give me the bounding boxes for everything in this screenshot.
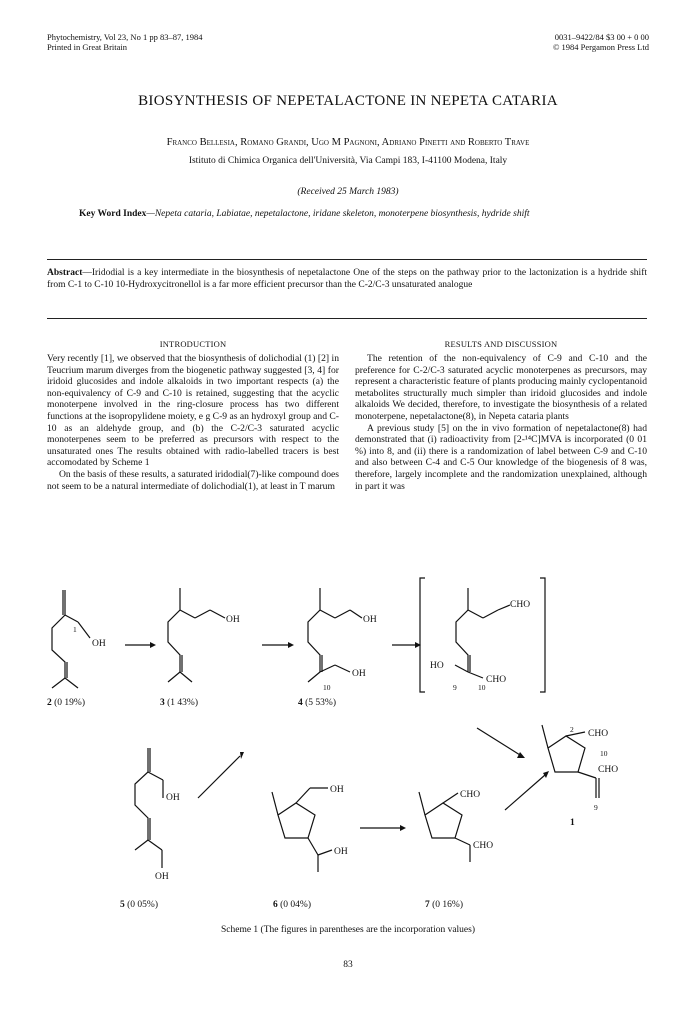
introduction-body xyxy=(47,353,339,492)
bracket-right xyxy=(540,578,545,692)
label-compound-5: 5 (0 05%) xyxy=(120,900,158,910)
bracket-cho-bottom: CHO xyxy=(486,675,507,685)
compound-6-oh-bottom: OH xyxy=(334,847,348,857)
compound-1-locant-10: 10 xyxy=(600,749,608,758)
abstract-label: Abstract xyxy=(47,268,83,278)
compound-7-cho-top: CHO xyxy=(460,790,481,800)
compound-5-oh-bottom: OH xyxy=(155,872,169,882)
compound-3-oh: OH xyxy=(226,615,240,625)
compound-1-cho-right: CHO xyxy=(598,765,619,775)
results-heading: RESULTS AND DISCUSSION xyxy=(444,339,558,349)
bracket-locant-9: 9 xyxy=(453,683,457,692)
compound-4-structure xyxy=(308,588,362,682)
keywords-text: —Nepeta cataria, Labiatae, nepetalactone, iridane skeleton, monoterpene biosynthesis, hydride shift xyxy=(146,209,530,219)
compound-6-oh-top: OH xyxy=(330,785,344,795)
arrow-to-1 xyxy=(477,728,520,755)
keywords xyxy=(79,209,629,221)
compound-7-structure xyxy=(419,792,470,862)
introduction-heading: INTRODUCTION xyxy=(159,339,227,349)
arrow-5-up xyxy=(198,756,240,798)
label-compound-1: 1 xyxy=(570,818,575,828)
bottom-rule xyxy=(47,318,647,319)
compound-3-structure xyxy=(168,588,225,682)
bracket-cho-top: CHO xyxy=(510,600,531,610)
affiliation: Istituto di Chimica Organica dell'Università, Via Campi 183, I-41100 Modena, Italy xyxy=(188,156,508,166)
compound-1-locant-9: 9 xyxy=(594,803,598,812)
compound-1-locant-2: 2 xyxy=(570,725,574,734)
compound-4-locant-10: 10 xyxy=(323,683,331,692)
keywords-label: Key Word Index xyxy=(79,209,147,219)
compound-5-oh-right: OH xyxy=(166,793,180,803)
copyright-line: © 1984 Pergamon Press Ltd xyxy=(552,42,649,52)
label-compound-2: 2 (0 19%) xyxy=(47,698,85,708)
article-title: BIOSYNTHESIS OF NEPETALACTONE IN NEPETA CATARIA xyxy=(138,93,558,109)
bracket-compound-structure xyxy=(455,588,510,678)
author-list: Franco Bellesia, Romano Grandi, Ugo M Pagnoni, Adriano Pinetti and Roberto Trave xyxy=(166,137,530,148)
introduction-para-2: On the basis of these results, a saturated iridodial(7)-like compound does not seem to be a natural intermediate of dolichodial(1), at least in T marum xyxy=(47,468,340,492)
label-compound-3: 3 (1 43%) xyxy=(160,698,198,708)
page-number: 83 xyxy=(343,960,353,970)
compound-4-oh-top: OH xyxy=(363,615,377,625)
results-para-2: A previous study [5] on the in vivo formation of nepetalactone(8) had demonstrated that (i) radioactivity from [2-¹⁴C]MVA is incorporated (0 01 %) into 8, and (ii) there is a randomization of label between C-9 and C-10 and also between C-4 and C-5 Our knowledge of the biogenesis of 8 was, therefore, largely incomplete and the randomization unexplained, although in part it was xyxy=(355,422,647,492)
compound-5-structure xyxy=(135,748,163,868)
compound-1-cho-top: CHO xyxy=(588,729,609,739)
label-compound-6: 6 (0 04%) xyxy=(273,900,311,910)
results-para-1: The retention of the non-equivalency of C-9 and C-10 and the preference for C-2/C-3 saturated acyclic monoterpenes as precursors, may represent a characteristic feature of plants producing mainly cyclopentanoid metabolites structurally much simpler than iridoid glucosides and indole alkaloids We decided, therefore, to investigate the biosynthesis of a related monoterpene, nepetalactone(8), in Nepeta cataria plants xyxy=(355,353,647,422)
compound-7-cho-bottom: CHO xyxy=(473,841,494,851)
top-rule xyxy=(47,259,647,260)
label-compound-7: 7 (0 16%) xyxy=(425,900,463,910)
bracket-ho: HO xyxy=(430,661,444,671)
abstract-text: —Iridodial is a key intermediate in the biosynthesis of nepetalactone One of the steps on the pathway prior to the lactonization is a hydride shift from C-1 to C-10 10-Hydroxycitronellol is a far more efficient precursor than the C-2/C-3 unsaturated analogue xyxy=(47,268,647,290)
compound-2-locant-1: 1 xyxy=(73,625,77,634)
abstract xyxy=(47,268,647,291)
scheme-1 xyxy=(0,560,696,920)
journal-line: Phytochemistry, Vol 23, No 1 pp 83–87, 1984 xyxy=(47,32,203,42)
introduction-para-1: Very recently [1], we observed that the biosynthesis of dolichodial (1) [2] in Teucrium marum diverges from the biogenetic pathway suggested [3, 4] for iridoid glucosides and indole alkaloids in two important respects (a) the non-equivalency of C-9 and C-10 is retained, suggesting that the acyclic monoterpene involved in the ring-closure process has two different functions at the isopropylidene moiety, e g C-9 as an hydroxyl group and C-10 as an aldehyde group, and (b) the C-2/C-3 saturated acyclic monoterpenes seem to be preferred as precursors with respect to the unsaturated ones The results obtained with radio-labelled tracers is best accomodated by Scheme 1 xyxy=(47,353,339,469)
compound-2-oh: OH xyxy=(92,639,106,649)
received-date: (Received 25 March 1983) xyxy=(297,187,399,197)
compound-6-structure xyxy=(272,788,332,872)
compound-4-oh-bottom: OH xyxy=(352,669,366,679)
scheme-caption: Scheme 1 (The figures in parentheses are the incorporation values) xyxy=(220,925,476,935)
compound-2-structure xyxy=(52,590,90,688)
bracket-left xyxy=(420,578,425,692)
code-line: 0031–9422/84 $3 00 + 0 00 xyxy=(554,32,649,42)
label-compound-4: 4 (5 53%) xyxy=(298,698,336,708)
bracket-locant-10: 10 xyxy=(478,683,486,692)
printed-line: Printed in Great Britain xyxy=(47,42,128,52)
arrow-7-1 xyxy=(505,775,545,810)
results-body xyxy=(355,353,647,492)
